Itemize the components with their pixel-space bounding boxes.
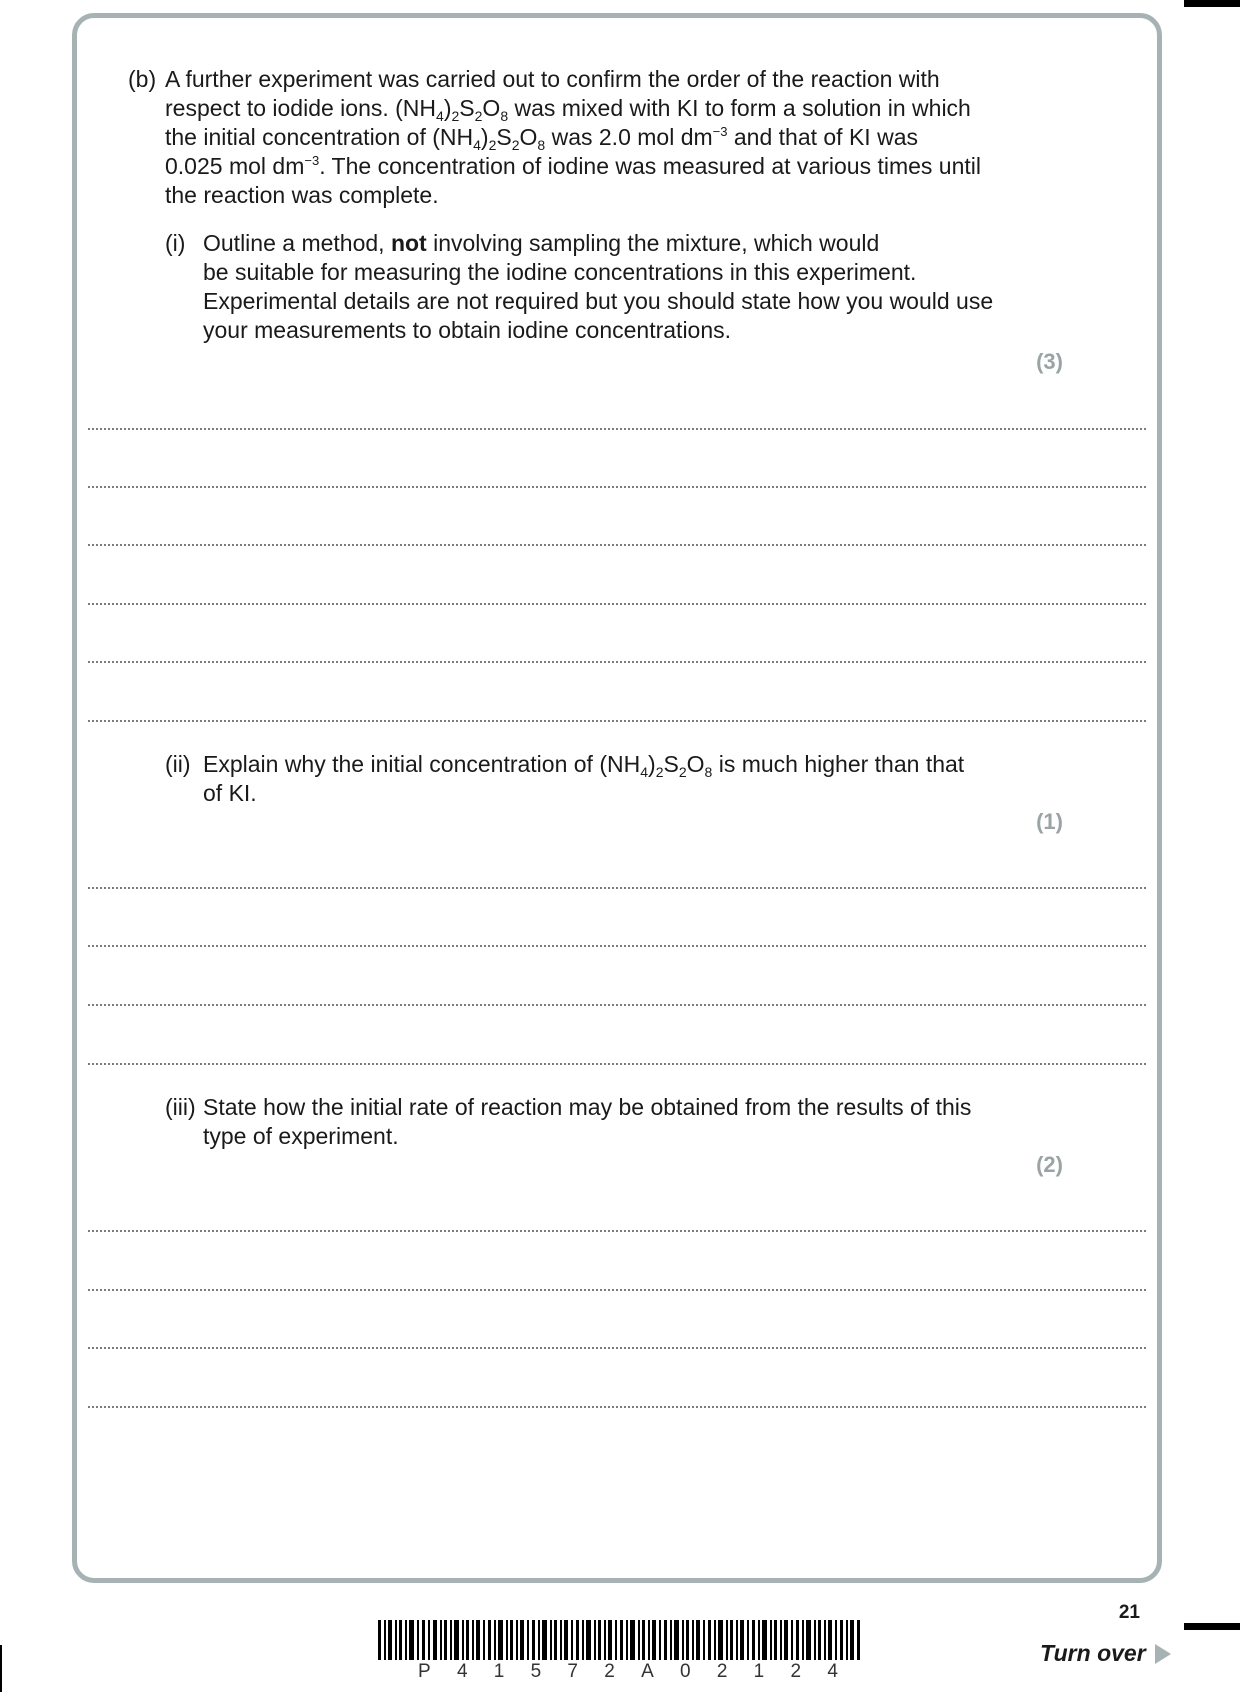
question-i-marks: (3) — [1036, 349, 1063, 374]
subscript: 8 — [500, 108, 509, 124]
emphasis-not: not — [390, 230, 427, 256]
subscript: 4 — [473, 137, 481, 153]
question-ii-label: (ii) — [165, 751, 191, 777]
answer-line[interactable] — [88, 1289, 1146, 1291]
barcode-char: 7 — [567, 1661, 578, 1682]
text-run: ) — [648, 751, 656, 777]
answer-line[interactable] — [88, 428, 1146, 430]
question-i-label: (i) — [165, 230, 186, 256]
answer-line[interactable] — [88, 1230, 1146, 1232]
part-b-line-3 — [165, 123, 918, 152]
text-run: O — [482, 95, 501, 121]
barcode-icon — [378, 1620, 862, 1660]
text-run: ) — [443, 95, 452, 121]
part-b-line-1: A further experiment was carried out to confirm the order of the reaction with — [165, 66, 940, 92]
answer-line[interactable] — [88, 486, 1146, 488]
part-b-line-4 — [165, 152, 981, 181]
answer-line[interactable] — [88, 603, 1146, 605]
text-run: was 2.0 mol dm — [551, 124, 713, 150]
answer-line[interactable] — [88, 1004, 1146, 1006]
text-run: O — [686, 751, 705, 777]
subscript: 2 — [474, 108, 483, 124]
barcode-text — [418, 1661, 838, 1683]
barcode-char: 2 — [604, 1661, 615, 1682]
barcode-char: 2 — [716, 1661, 728, 1682]
question-i-line-2: be suitable for measuring the iodine concentrations in this experiment. — [203, 259, 917, 285]
text-run: O — [519, 124, 538, 150]
superscript: −3 — [712, 124, 728, 139]
registration-mark-bottom-left-v — [0, 1645, 2, 1692]
text-run: S — [496, 124, 512, 150]
subscript: 8 — [704, 764, 713, 780]
text-run: involving sampling the mixture, which would — [433, 230, 880, 256]
answer-line[interactable] — [88, 720, 1146, 722]
question-i-line-1 — [203, 229, 879, 258]
text-run: 0.025 mol dm — [165, 153, 305, 179]
subscript: 2 — [511, 137, 520, 153]
text-run: Explain why the initial concentration of (NH — [203, 751, 641, 777]
play-arrow-icon — [1155, 1644, 1171, 1664]
question-ii-marks: (1) — [1036, 809, 1063, 834]
barcode-char: P — [418, 1661, 431, 1682]
subscript: 4 — [436, 108, 444, 124]
text-run: the initial concentration of (NH — [165, 124, 474, 150]
barcode-char: A — [641, 1661, 654, 1682]
subscript: 2 — [451, 108, 460, 124]
answer-line[interactable] — [88, 544, 1146, 546]
registration-mark-bottom-right — [1184, 1623, 1240, 1630]
answer-line[interactable] — [88, 945, 1146, 947]
subscript: 4 — [640, 764, 649, 780]
answer-line[interactable] — [88, 661, 1146, 663]
page-number: 21 — [1118, 1602, 1140, 1623]
text-run: ) — [480, 124, 489, 150]
barcode-char: 4 — [456, 1661, 468, 1682]
answer-line[interactable] — [88, 1406, 1146, 1408]
text-run: S — [459, 95, 475, 121]
subscript: 2 — [488, 137, 497, 153]
question-iii-label: (iii) — [165, 1094, 196, 1120]
barcode-char: 1 — [753, 1661, 765, 1682]
subscript: 8 — [537, 137, 546, 153]
question-iii-line-2: type of experiment. — [203, 1123, 399, 1149]
subscript: 2 — [678, 764, 687, 780]
text-run: is much higher than that — [718, 751, 965, 777]
question-i-line-4: your measurements to obtain iodine concentrations. — [203, 317, 732, 343]
subscript: 2 — [655, 764, 664, 780]
text-run: S — [663, 751, 679, 777]
question-iii-line-1: State how the initial rate of reaction may be obtained from the results of this — [203, 1094, 972, 1120]
text-run: Outline a method, — [203, 230, 385, 256]
barcode-char: 4 — [827, 1661, 838, 1682]
part-b-line-5: the reaction was complete. — [165, 182, 439, 208]
part-b-line-2 — [165, 94, 971, 123]
question-ii-line-2: of KI. — [203, 780, 257, 806]
barcode-char: 5 — [530, 1661, 542, 1682]
text-run: and that of KI was — [733, 124, 918, 150]
superscript: −3 — [304, 153, 320, 168]
registration-mark-top-right — [1184, 0, 1240, 7]
part-b-label: (b) — [128, 66, 157, 92]
barcode-char: 1 — [493, 1661, 505, 1682]
text-run: was mixed with KI to form a solution in which — [514, 95, 971, 121]
barcode-char: 2 — [790, 1661, 802, 1682]
question-i-line-3: Experimental details are not required but you should state how you would use — [203, 288, 994, 314]
answer-line[interactable] — [88, 1347, 1146, 1349]
answer-line[interactable] — [88, 887, 1146, 889]
text-run: . The concentration of iodine was measured at various times until — [319, 153, 981, 179]
question-iii-marks: (2) — [1036, 1152, 1063, 1177]
answer-line[interactable] — [88, 1063, 1146, 1065]
barcode-char: 0 — [680, 1661, 691, 1682]
text-run: respect to iodide ions. (NH — [165, 95, 437, 121]
question-ii-line-1 — [203, 750, 964, 779]
turn-over-label: Turn over — [1040, 1640, 1146, 1666]
